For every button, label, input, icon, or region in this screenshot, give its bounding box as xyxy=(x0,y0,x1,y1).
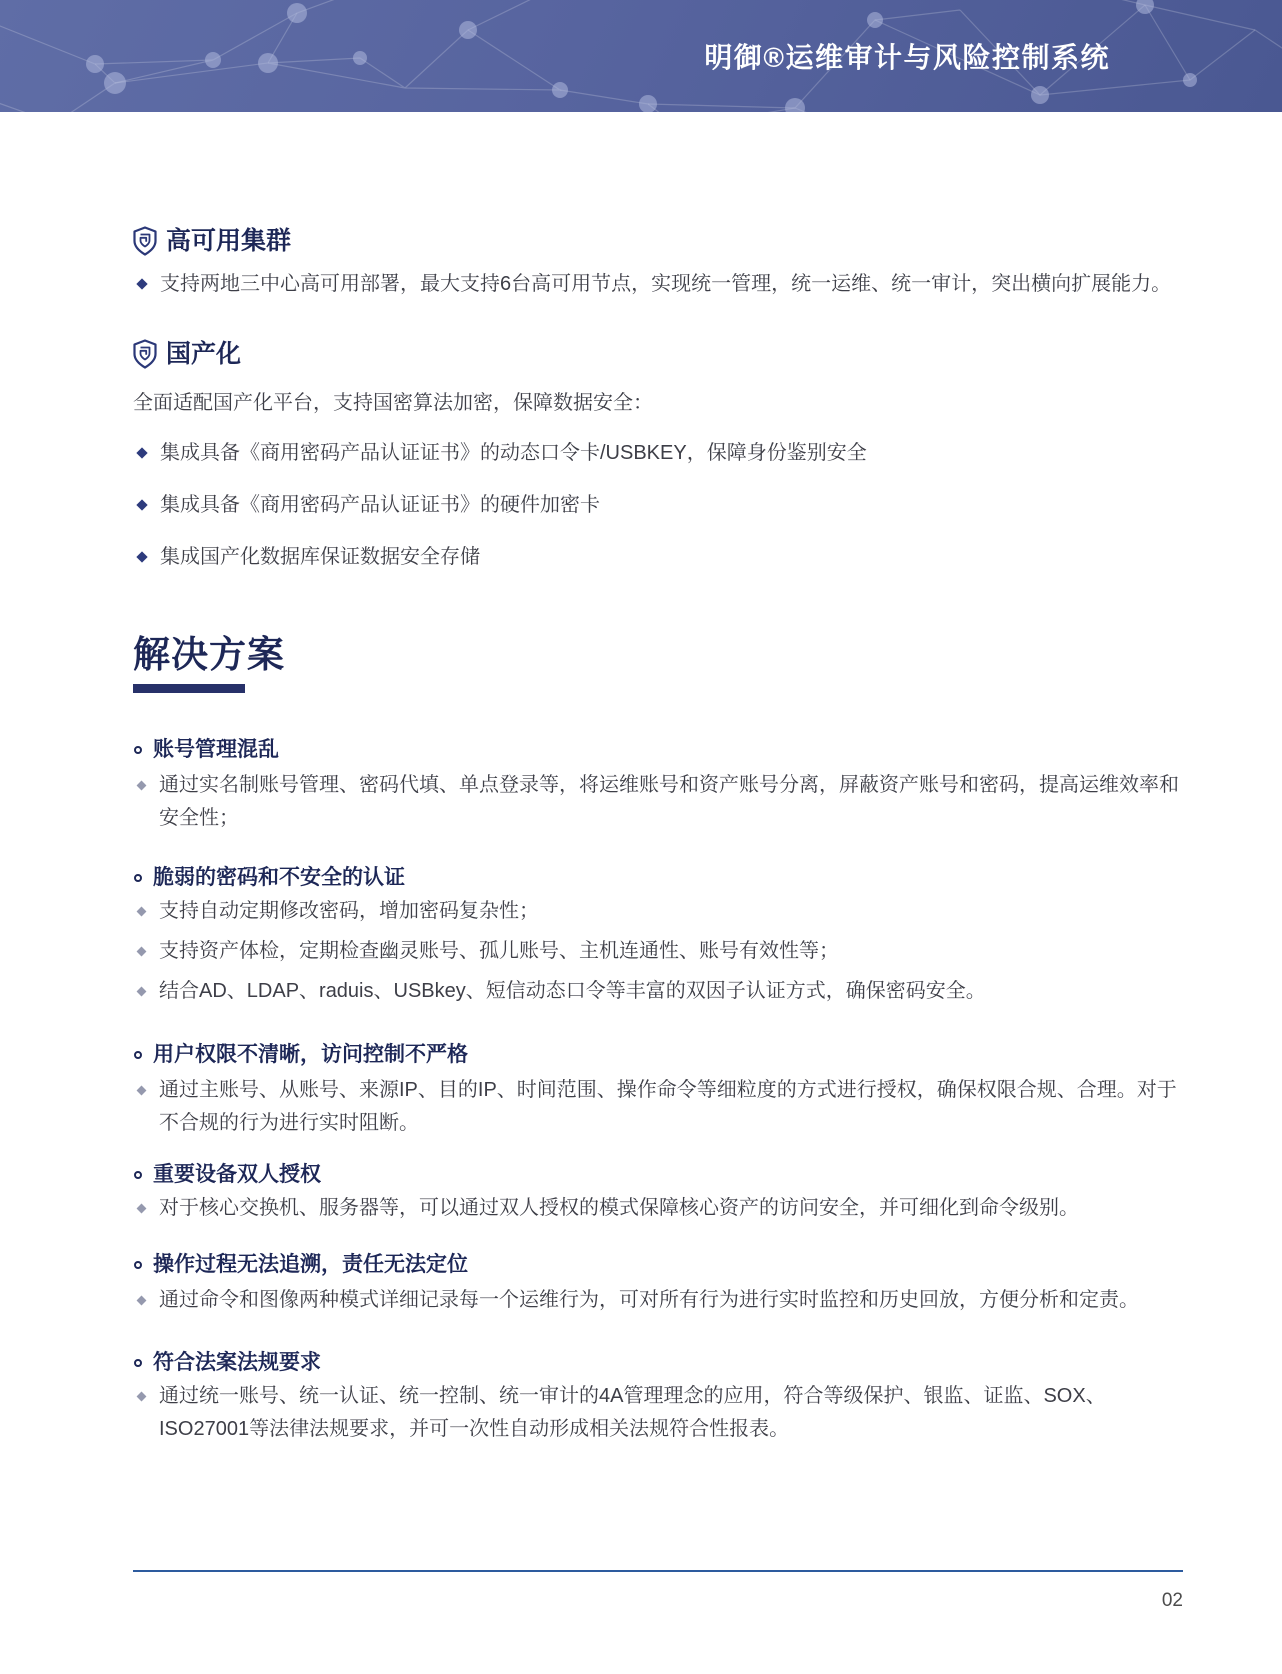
solution-title: 用户权限不清晰，访问控制不严格 xyxy=(153,1043,468,1066)
solution-heading xyxy=(133,1348,1183,1378)
page-number: 02 xyxy=(1161,1590,1183,1611)
bullet-text: 支持自动定期修改密码，增加密码复杂性； xyxy=(159,900,539,922)
solution-bullet xyxy=(133,975,1183,1008)
solution-title: 重要设备双人授权 xyxy=(153,1163,321,1186)
solution-item xyxy=(133,1160,1183,1225)
solutions-section xyxy=(133,632,1183,1446)
solution-heading xyxy=(133,863,1183,893)
solution-bullet xyxy=(133,935,1183,968)
bullet-text: 通过命令和图像两种模式详细记录每一个运维行为，可对所有行为进行实时监控和历史回放，方便分析和定责。 xyxy=(159,1289,1139,1311)
circle-bullet-icon xyxy=(134,1359,142,1367)
diamond-bullet-icon xyxy=(136,551,147,562)
diamond-bullet-icon xyxy=(137,1296,147,1306)
bullet-text: 对于核心交换机、服务器等，可以通过双人授权的模式保障核心资产的访问安全，并可细化到命令级别。 xyxy=(159,1197,1079,1219)
solution-heading xyxy=(133,735,1183,765)
diamond-bullet-icon xyxy=(137,987,147,997)
solution-bullet xyxy=(133,1074,1183,1140)
feature-section-ha-cluster xyxy=(133,224,1183,301)
diamond-bullet-icon xyxy=(137,781,147,791)
feature-heading xyxy=(133,224,1183,258)
feature-intro: 全面适配国产化平台，支持国密算法加密，保障数据安全： xyxy=(133,392,653,414)
circle-bullet-icon xyxy=(134,1171,142,1179)
page-title: 明御®运维审计与风险控制系统 xyxy=(704,42,1110,73)
feature-bullet xyxy=(133,541,1183,574)
diamond-bullet-icon xyxy=(137,1086,147,1096)
solution-title: 符合法案法规要求 xyxy=(153,1351,321,1374)
bullet-text: 通过主账号、从账号、来源IP、目的IP、时间范围、操作命令等细粒度的方式进行授权，确保权限合规、合理。对于不合规的行为进行实时阻断。 xyxy=(159,1079,1177,1134)
diamond-bullet-icon xyxy=(137,907,147,917)
solution-bullet xyxy=(133,1192,1183,1225)
feature-bullet xyxy=(133,437,1183,470)
solution-item xyxy=(133,735,1183,835)
feature-bullet xyxy=(133,268,1183,301)
diamond-bullet-icon xyxy=(136,499,147,510)
bullet-text: 结合AD、LDAP、raduis、USBkey、短信动态口令等丰富的双因子认证方式，确保密码安全。 xyxy=(159,980,986,1002)
feature-section-localization xyxy=(133,337,1183,574)
solution-title: 脆弱的密码和不安全的认证 xyxy=(153,866,405,889)
bullet-text: 集成具备《商用密码产品认证证书》的硬件加密卡 xyxy=(160,494,600,516)
feature-title: 国产化 xyxy=(166,340,242,368)
circle-bullet-icon xyxy=(134,874,142,882)
diamond-bullet-icon xyxy=(136,278,147,289)
solution-bullet xyxy=(133,1284,1183,1317)
circle-bullet-icon xyxy=(134,746,142,754)
solution-heading xyxy=(133,1040,1183,1070)
solution-title: 操作过程无法追溯，责任无法定位 xyxy=(153,1253,468,1276)
circle-bullet-icon xyxy=(134,1051,142,1059)
bullet-text: 集成国产化数据库保证数据安全存储 xyxy=(160,546,480,568)
diamond-bullet-icon xyxy=(137,947,147,957)
circle-bullet-icon xyxy=(134,1261,142,1269)
feature-title: 高可用集群 xyxy=(166,227,292,255)
title-underline xyxy=(133,684,245,693)
solution-title: 账号管理混乱 xyxy=(153,738,279,761)
bullet-text: 集成具备《商用密码产品认证证书》的动态口令卡/USBKEY，保障身份鉴别安全 xyxy=(160,442,867,464)
solution-bullet xyxy=(133,1380,1183,1446)
solution-item xyxy=(133,1348,1183,1446)
solution-bullet xyxy=(133,895,1183,928)
solution-item xyxy=(133,1040,1183,1140)
diamond-bullet-icon xyxy=(137,1392,147,1402)
solution-bullet xyxy=(133,769,1183,835)
shield-icon xyxy=(133,339,157,369)
solution-item xyxy=(133,1250,1183,1317)
header-band xyxy=(0,0,1282,112)
feature-bullet xyxy=(133,489,1183,522)
solution-heading xyxy=(133,1250,1183,1280)
solution-item xyxy=(133,863,1183,1008)
diamond-bullet-icon xyxy=(136,447,147,458)
solution-heading xyxy=(133,1160,1183,1190)
bullet-text: 通过统一账号、统一认证、统一控制、统一审计的4A管理理念的应用，符合等级保护、银监、证监、SOX、ISO27001等法律法规要求，并可一次性自动形成相关法规符合性报表。 xyxy=(159,1385,1106,1440)
main-content xyxy=(0,224,1282,1446)
bullet-text: 支持两地三中心高可用部署，最大支持6台高可用节点，实现统一管理，统一运维、统一审计，突出横向扩展能力。 xyxy=(160,273,1172,295)
feature-heading xyxy=(133,337,1183,371)
solutions-title: 解决方案 xyxy=(133,634,285,675)
footer-divider xyxy=(133,1570,1183,1572)
shield-icon xyxy=(133,226,157,256)
bullet-text: 支持资产体检，定期检查幽灵账号、孤儿账号、主机连通性、账号有效性等； xyxy=(159,940,839,962)
bullet-text: 通过实名制账号管理、密码代填、单点登录等，将运维账号和资产账号分离，屏蔽资产账号和密码，提高运维效率和安全性； xyxy=(159,774,1179,829)
diamond-bullet-icon xyxy=(137,1204,147,1214)
